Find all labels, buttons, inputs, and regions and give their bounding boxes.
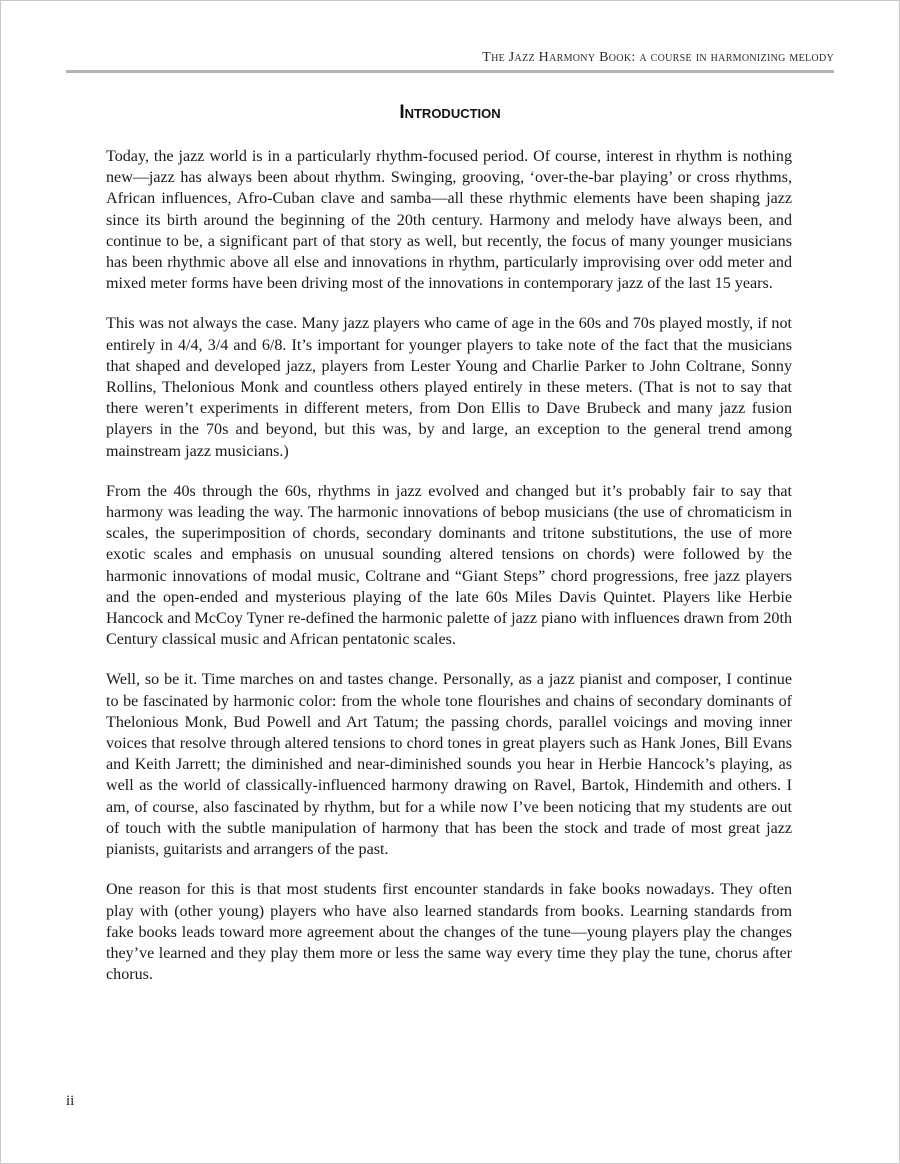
paragraph-1: Today, the jazz world is in a particularly rhythm-focused period. Of course, interest in rhythm is nothing new—jazz has always been about rhythm. Swinging, grooving, ‘over-the-bar playing’ or cross rhythms, African influences, Afro-Cuban clave and samba—all these rhythmic elements have been shaping jazz since its birth around the beginning of the 20th century. Harmony and melody have always been, and continue to be, a significant part of that story as well, but recently, the focus of many younger musicians has been rhythmic above all else and innovations in rhythm, particularly improvising over odd meter and mixed meter forms have been driving most of the innovations in contemporary jazz of the last 15 years. <box>106 148 792 293</box>
page-number: ii <box>66 1093 75 1109</box>
page-title: Introduction <box>399 102 501 123</box>
paragraph-5: One reason for this is that most students first encounter standards in fake books nowadays. They often play with (other young) players who have also learned standards from books. Learning standards from fake books leads toward more agreement about the changes of the tune—young players play the changes they’ve learned and they play them more or less the same way every time they play the tune, chorus after chorus. <box>106 881 792 984</box>
paragraph-2: This was not always the case. Many jazz players who came of age in the 60s and 70s played mostly, if not entirely in 4/4, 3/4 and 6/8. It’s important for younger players to take note of the fact that the musicians that shaped and developed jazz, players from Lester Young and Charlie Parker to John Coltrane, Sonny Rollins, Thelonious Monk and countless others played entirely in these meters. (That is not to say that there weren’t experiments in different meters, from Don Ellis to Dave Brubeck and many jazz fusion players in the 70s and beyond, but this was, by and large, an exception to the general trend among mainstream jazz musicians.) <box>106 315 792 460</box>
paragraph-4: Well, so be it. Time marches on and tastes change. Personally, as a jazz pianist and composer, I continue to be fascinated by harmonic color: from the whole tone flourishes and chains of secondary dominants of Thelonious Monk, Bud Powell and Art Tatum; the passing chords, parallel voicings and moving inner voices that resolve through altered tensions to chord tones in great players such as Hank Jones, Bill Evans and Keith Jarrett; the diminished and near-diminished sounds you hear in Herbie Hancock’s playing, as well as the world of classically-influenced harmony drawing on Ravel, Bartok, Hindemith and others. I am, of course, also fascinated by rhythm, but for a while now I’ve been noticing that my students are out of touch with the subtle manipulation of harmony that has been the stock and trade of most great jazz pianists, guitarists and arrangers of the past. <box>106 671 792 859</box>
body-text <box>106 146 792 1004</box>
header-rule <box>66 70 834 73</box>
paragraph-3: From the 40s through the 60s, rhythms in jazz evolved and changed but it’s probably fair to say that harmony was leading the way. The harmonic innovations of bebop musicians (the use of chromaticism in scales, the superimposition of chords, secondary dominants and tritone substitutions, the use of more exotic scales and emphasis on unusual sounding altered tensions on chords) were followed by the harmonic innovations of modal music, Coltrane and “Giant Steps” chord progressions, free jazz players and the open-ended and mysterious playing of the late 60s Miles Davis Quintet. Players like Herbie Hancock and McCoy Tyner re-defined the harmonic palette of jazz piano with influences drawn from 20th Century classical music and African pentatonic scales. <box>106 482 792 649</box>
running-header: The Jazz Harmony Book: a course in harmonizing melody <box>482 50 834 65</box>
